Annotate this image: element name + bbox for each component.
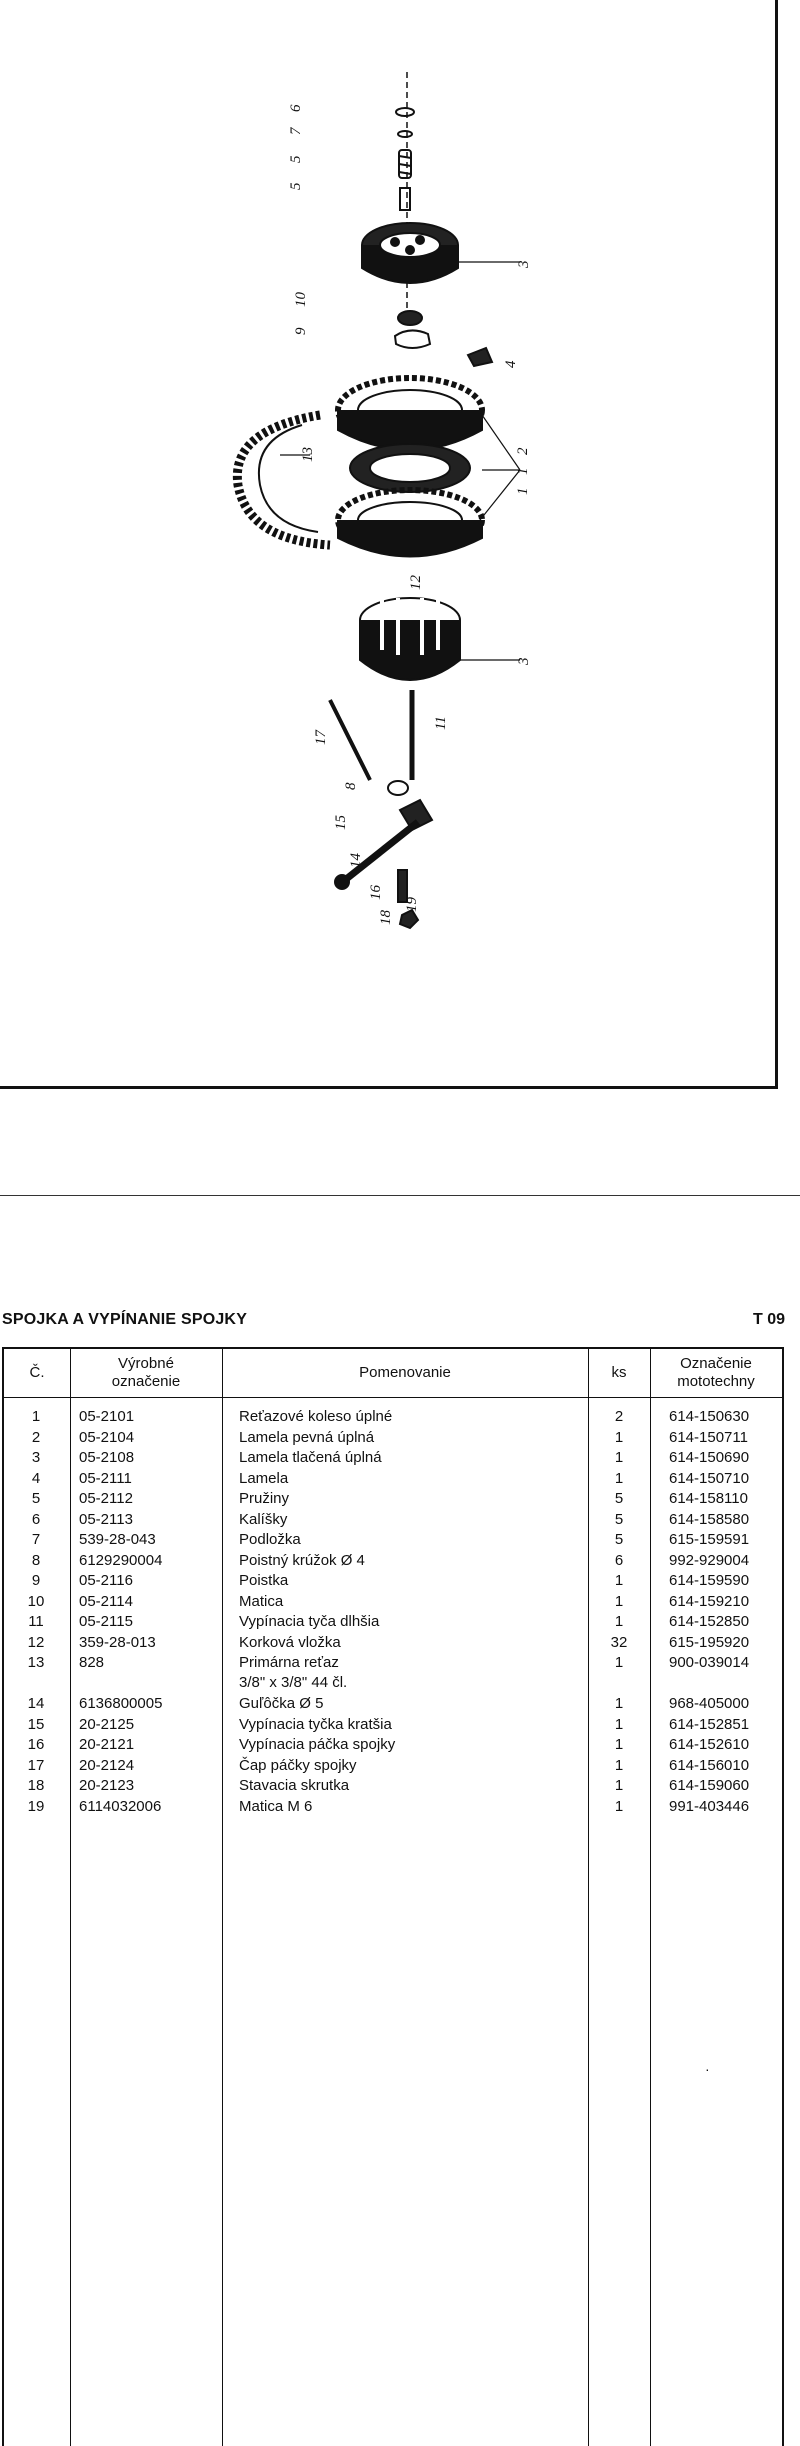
row-number: 7 bbox=[31, 1531, 41, 1548]
row-mototechna-code: 614-158580 bbox=[669, 1510, 750, 1528]
header-rule bbox=[4, 1397, 782, 1398]
row-mototechna-code: 615-159591 bbox=[669, 1531, 750, 1548]
row-name: Vypínacia tyčka kratšia bbox=[239, 1715, 392, 1733]
row-number: 18 bbox=[27, 1777, 45, 1794]
table-row bbox=[4, 1571, 782, 1592]
row-name: Matica M 6 bbox=[239, 1797, 313, 1815]
row-manufacturer-code: 20-2121 bbox=[79, 1736, 135, 1753]
diagram-label: 5 bbox=[288, 155, 304, 163]
diagram-label: 17 bbox=[313, 730, 329, 745]
row-quantity: 1 bbox=[614, 1715, 624, 1733]
row-quantity: 1 bbox=[614, 1695, 624, 1712]
row-name: Poistka bbox=[239, 1572, 289, 1589]
row-mototechna-code: 614-152850 bbox=[669, 1613, 750, 1630]
table-row bbox=[4, 1653, 782, 1694]
row-name: Lamela tlačená úplná bbox=[239, 1449, 382, 1466]
page-separator bbox=[0, 1195, 800, 1196]
pressure-plate bbox=[362, 223, 458, 283]
row-manufacturer-code: 05-2113 bbox=[79, 1510, 133, 1528]
row-number: 19 bbox=[27, 1797, 45, 1815]
table-body bbox=[4, 1407, 782, 1817]
row-manufacturer-code: 6129290004 bbox=[79, 1551, 163, 1569]
row-manufacturer-code: 05-2112 bbox=[79, 1490, 133, 1507]
header-mototechna-code: Označenie mototechny bbox=[677, 1355, 755, 1390]
diagram-label: 16 bbox=[368, 885, 384, 900]
row-manufacturer-code: 05-2108 bbox=[79, 1449, 135, 1466]
row-quantity: 1 bbox=[614, 1777, 624, 1794]
row-mototechna-code: 968-405000 bbox=[669, 1695, 750, 1712]
row-name: Vypínacia páčka spojky bbox=[239, 1736, 396, 1753]
row-quantity: 6 bbox=[614, 1551, 624, 1569]
row-number: 13 bbox=[27, 1654, 45, 1671]
diagram-label: 12 bbox=[408, 575, 424, 590]
row-mototechna-code: 614-159590 bbox=[669, 1572, 750, 1589]
row-name: Korková vložka bbox=[239, 1633, 341, 1651]
diagram-label: 15 bbox=[333, 815, 349, 830]
section-title: SPOJKA A VYPÍNANIE SPOJKY bbox=[2, 1311, 248, 1328]
row-name: Vypínacia tyča dlhšia bbox=[239, 1613, 380, 1630]
header-name: Pomenovanie bbox=[359, 1364, 451, 1381]
row-number: 5 bbox=[31, 1490, 41, 1507]
row-number: 1 bbox=[31, 1408, 41, 1425]
row-number: 17 bbox=[27, 1756, 45, 1774]
row-number: 9 bbox=[31, 1572, 41, 1589]
diagram-label: 7 bbox=[288, 127, 304, 135]
row-name: Stavacia skrutka bbox=[239, 1777, 350, 1794]
row-number: 15 bbox=[27, 1715, 45, 1733]
table-row bbox=[4, 1776, 782, 1797]
table-row bbox=[4, 1530, 782, 1551]
row-quantity: 1 bbox=[614, 1449, 624, 1466]
row-mototechna-code: 614-158110 bbox=[669, 1490, 748, 1507]
row-mototechna-code: 614-159060 bbox=[669, 1777, 750, 1794]
row-name: Lamela pevná úplná bbox=[239, 1428, 375, 1446]
header-quantity: ks bbox=[611, 1364, 627, 1381]
table-row bbox=[4, 1756, 782, 1777]
row-number: 6 bbox=[31, 1510, 41, 1528]
row-manufacturer-code: 359-28-013 bbox=[79, 1633, 156, 1651]
table-row bbox=[4, 1551, 782, 1572]
table-row bbox=[4, 1510, 782, 1531]
row-mototechna-code: 614-150690 bbox=[669, 1449, 750, 1466]
row-quantity: 1 bbox=[614, 1797, 624, 1815]
diagram-label: 2 bbox=[515, 447, 531, 455]
row-mototechna-code: 992-929004 bbox=[669, 1551, 750, 1569]
row-quantity: 2 bbox=[614, 1408, 624, 1425]
row-manufacturer-code: 539-28-043 bbox=[79, 1531, 156, 1548]
row-number: 3 bbox=[31, 1449, 41, 1466]
row-mototechna-code: 615-195920 bbox=[669, 1633, 750, 1651]
push-rod bbox=[330, 690, 412, 780]
diagram-label: 10 bbox=[293, 292, 309, 307]
section-code: T 09 bbox=[752, 1311, 785, 1328]
row-manufacturer-code: 05-2111 bbox=[79, 1469, 132, 1487]
row-quantity: 1 bbox=[614, 1756, 624, 1774]
diagram-label: 14 bbox=[348, 853, 364, 868]
row-manufacturer-code: 20-2124 bbox=[79, 1756, 135, 1774]
table-row bbox=[4, 1735, 782, 1756]
top-small-parts bbox=[396, 108, 414, 210]
row-number: 2 bbox=[31, 1428, 41, 1446]
table-row bbox=[4, 1633, 782, 1654]
table-row bbox=[4, 1715, 782, 1736]
stray-mark: · bbox=[705, 2061, 710, 2077]
row-mototechna-code: 614-159210 bbox=[669, 1592, 750, 1610]
diagram-label: 19 bbox=[404, 897, 420, 912]
row-quantity: 1 bbox=[614, 1572, 624, 1589]
table-row bbox=[4, 1612, 782, 1633]
table-row bbox=[4, 1694, 782, 1715]
row-mototechna-code: 614-150711 bbox=[669, 1428, 748, 1446]
row-quantity: 1 bbox=[614, 1428, 624, 1446]
diagram-label: 5 bbox=[288, 182, 304, 190]
row-quantity: 1 bbox=[614, 1613, 624, 1630]
row-name: Kalíšky bbox=[239, 1510, 288, 1528]
diagram-label: 1 bbox=[515, 467, 531, 475]
row-quantity: 5 bbox=[614, 1490, 624, 1507]
row-number: 8 bbox=[31, 1551, 41, 1569]
table-row bbox=[4, 1469, 782, 1490]
diagram-label: 9 bbox=[293, 327, 309, 335]
table-row bbox=[4, 1448, 782, 1469]
table-row bbox=[4, 1797, 782, 1818]
row-quantity: 1 bbox=[614, 1469, 624, 1487]
row-name: Poistný krúžok Ø 4 bbox=[239, 1551, 365, 1569]
row-name: Guľôčka Ø 5 bbox=[239, 1695, 324, 1712]
clutch-plate-stack bbox=[338, 378, 482, 557]
row-name: Reťazové koleso úplné bbox=[239, 1408, 393, 1425]
diagram-label: 6 bbox=[288, 104, 304, 112]
row-name: Primárna reťaz 3/8" x 3/8" 44 čl. bbox=[239, 1654, 348, 1691]
row-quantity: 1 bbox=[614, 1654, 624, 1671]
row-number: 14 bbox=[27, 1695, 45, 1712]
clutch-basket bbox=[360, 598, 460, 680]
diagram-label: 11 bbox=[433, 716, 449, 730]
primary-chain bbox=[237, 415, 330, 545]
row-name: Pružiny bbox=[239, 1490, 290, 1507]
row-quantity: 32 bbox=[610, 1633, 628, 1651]
row-manufacturer-code: 05-2115 bbox=[79, 1613, 133, 1630]
row-mototechna-code: 900-039014 bbox=[669, 1654, 750, 1671]
diagram-label: 4 bbox=[503, 360, 519, 368]
table-row bbox=[4, 1489, 782, 1510]
row-number: 11 bbox=[28, 1613, 44, 1630]
row-number: 16 bbox=[27, 1736, 45, 1753]
row-manufacturer-code: 6114032006 bbox=[79, 1797, 162, 1815]
row-name: Lamela bbox=[239, 1469, 289, 1487]
exploded-clutch-diagram bbox=[0, 0, 780, 1090]
diagram-label: 3 bbox=[516, 657, 532, 665]
header-manufacturer-code: Výrobné označenie bbox=[111, 1355, 181, 1390]
row-name: Podložka bbox=[239, 1531, 301, 1548]
diagram-label: 1 bbox=[515, 487, 531, 495]
row-quantity: 1 bbox=[614, 1736, 624, 1753]
diagram-label: 8 bbox=[343, 782, 359, 790]
diagram-label: 13 bbox=[300, 447, 316, 462]
row-name: Matica bbox=[239, 1592, 284, 1610]
row-quantity: 1 bbox=[614, 1592, 624, 1610]
row-manufacturer-code: 05-2114 bbox=[79, 1592, 133, 1610]
diagram-label: 3 bbox=[516, 260, 532, 268]
nut-and-lock bbox=[395, 311, 492, 366]
row-mototechna-code: 614-152851 bbox=[669, 1715, 750, 1733]
diagram-label: 18 bbox=[378, 910, 394, 925]
row-name: Čap páčky spojky bbox=[239, 1756, 357, 1774]
row-mototechna-code: 614-156010 bbox=[669, 1756, 750, 1774]
row-mototechna-code: 614-152610 bbox=[669, 1736, 750, 1753]
row-manufacturer-code: 05-2116 bbox=[79, 1572, 133, 1589]
header-number: Č. bbox=[29, 1364, 45, 1381]
row-manufacturer-code: 828 bbox=[79, 1654, 105, 1671]
row-mototechna-code: 614-150710 bbox=[669, 1469, 750, 1487]
row-number: 4 bbox=[31, 1469, 41, 1487]
row-mototechna-code: 991-403446 bbox=[669, 1797, 750, 1815]
table-row bbox=[4, 1428, 782, 1449]
row-manufacturer-code: 05-2101 bbox=[79, 1408, 135, 1425]
row-number: 10 bbox=[27, 1592, 45, 1610]
table-row bbox=[4, 1592, 782, 1613]
row-manufacturer-code: 6136800005 bbox=[79, 1695, 163, 1712]
row-mototechna-code: 614-150630 bbox=[669, 1408, 750, 1425]
row-manufacturer-code: 20-2123 bbox=[79, 1777, 135, 1794]
row-number: 12 bbox=[27, 1633, 45, 1651]
row-quantity: 5 bbox=[614, 1510, 624, 1528]
row-manufacturer-code: 20-2125 bbox=[79, 1715, 135, 1733]
table-row bbox=[4, 1407, 782, 1428]
row-quantity: 5 bbox=[614, 1531, 624, 1548]
parts-table bbox=[2, 1347, 784, 2446]
row-manufacturer-code: 05-2104 bbox=[79, 1428, 135, 1446]
